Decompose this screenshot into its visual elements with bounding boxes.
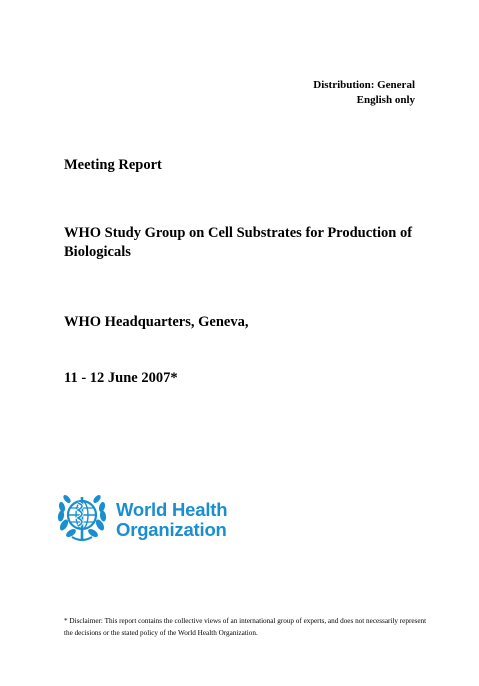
disclaimer-note: * Disclaimer: This report contains the collective views of an international group of experts, and does not necessarily represent the decisions or the stated policy of the World Health Organization. <box>64 617 427 637</box>
logo-line-2: Organization <box>116 518 227 540</box>
report-type: Meeting Report <box>64 157 162 173</box>
distribution-label: Distribution: General <box>313 79 415 91</box>
distribution-block <box>313 78 415 108</box>
who-logo <box>54 489 227 550</box>
who-logo-text <box>116 500 227 540</box>
language-label: English only <box>356 94 415 106</box>
who-emblem-icon <box>54 489 110 550</box>
meeting-dates: 11 - 12 June 2007* <box>64 370 178 386</box>
logo-line-1: World Health <box>116 498 228 520</box>
report-title: WHO Study Group on Cell Substrates for Production of Biologicals <box>64 225 413 260</box>
meeting-location: WHO Headquarters, Geneva, <box>64 314 249 330</box>
